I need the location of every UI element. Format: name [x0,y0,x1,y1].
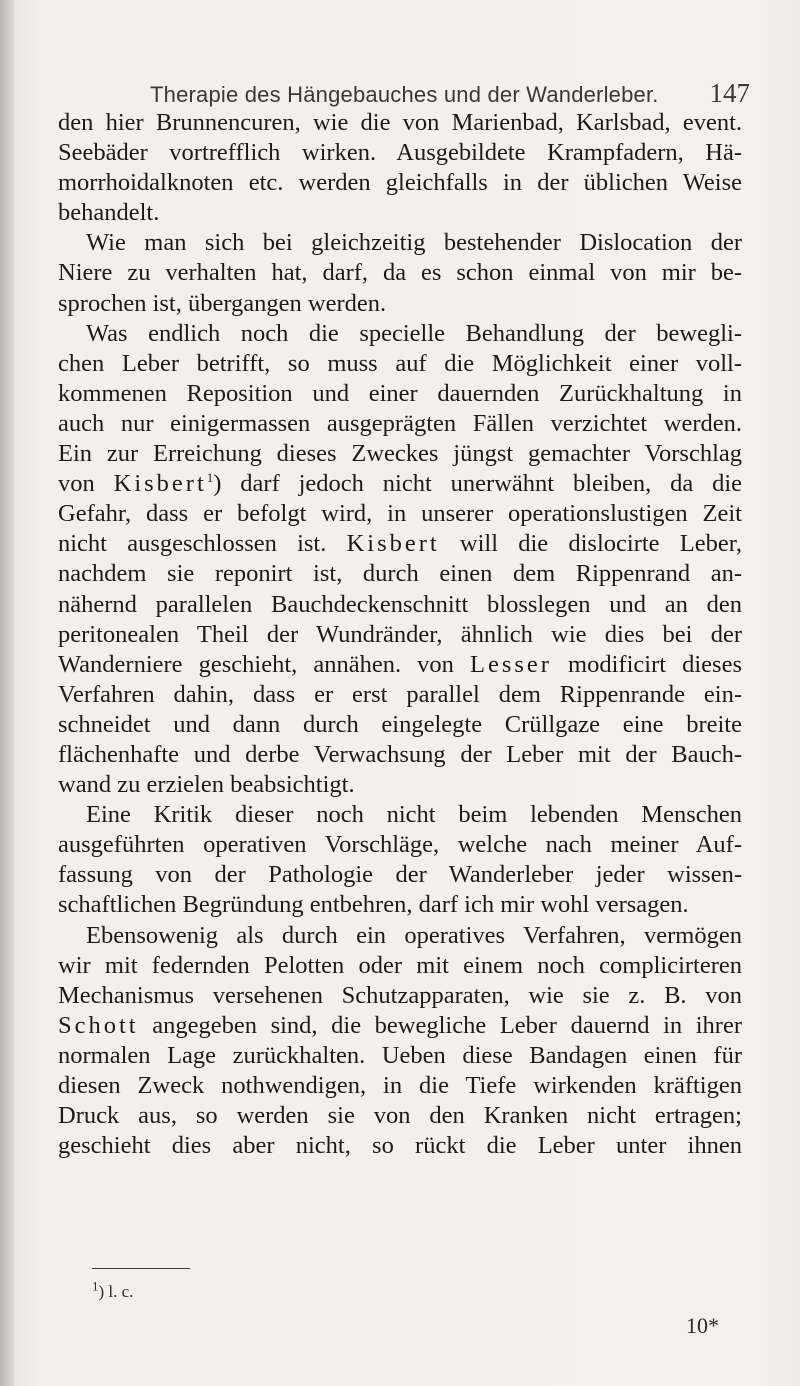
text-line: fassung von der Pathologie der Wanderleber jeder wissen- [58,861,742,889]
text-line: behandelt. [58,199,160,227]
binding-gutter [0,0,14,1386]
line-text: will die dislocirte Leber, [439,530,743,558]
text-line: Eine Kritik dieser noch nicht beim lebenden Menschen [86,801,742,829]
text-line: nachdem sie reponirt ist, durch einen dem Rippenrand an- [58,560,742,588]
text-line: ausgeführten operativen Vorschläge, welche nach meiner Auf- [58,831,742,859]
footnote-marker: 1 [92,1278,99,1294]
text-line: Verfahren dahin, dass er erst parallel dem Rippenrande ein- [58,680,742,708]
text-line [58,1011,742,1041]
text-line: Ebensowenig als durch ein operatives Verfahren, vermögen [86,921,742,949]
running-title: Therapie des Hängebauches und der Wanderleber. [150,82,659,107]
text-line: diesen Zweck nothwendigen, in die Tiefe wirkenden kräftigen [58,1072,742,1099]
line-text: angegeben sind, die bewegliche Leber dauernd in ihrer [138,1011,742,1039]
text-line: peritonealen Theil der Wundränder, ähnlich wie dies bei der [58,620,742,648]
line-text: von [58,470,114,498]
text-line [58,529,742,559]
text-line: sprochen ist, übergangen werden. [58,289,387,317]
text-line: chen Leber betrifft, so muss auf die Möglichkeit einer voll- [58,349,742,377]
text-line: Gefahr, dass er befolgt wird, in unserer operationslustigen Zeit [58,500,742,528]
line-text: nicht ausgeschlossen ist. [58,530,347,558]
spaced-name: Lesser [470,650,552,678]
page-header [150,78,750,112]
footnote-text: ) l. c. [98,1282,134,1301]
line-text: ) darf jedoch nicht unerwähnt bleiben, da die [213,470,743,498]
text-line: Seebäder vortrefflich wirken. Ausgebildete Krampfadern, Hä- [58,139,742,167]
text-line: geschieht dies aber nicht, so rückt die Leber unter ihnen [58,1132,742,1160]
text-line: normalen Lage zurückhalten. Ueben diese Bandagen einen für [58,1041,742,1069]
text-line [58,469,742,499]
spaced-name: Kisbert [113,470,207,498]
body-text [58,108,742,1161]
text-line: Ein zur Erreichung dieses Zweckes jüngst gemachter Vorschlag [58,440,742,468]
footnote [92,1278,134,1302]
line-text: modificirt dieses [551,650,742,678]
spaced-name: Kisbert [346,530,440,558]
text-line: Niere zu verhalten hat, darf, da es schon einmal von mir be- [58,259,742,287]
text-line: flächenhafte und derbe Verwachsung der Leber mit der Bauch- [58,740,742,768]
text-line: nähernd parallelen Bauchdeckenschnitt blosslegen und an den [58,590,742,618]
text-line: Mechanismus versehenen Schutzapparaten, wie sie z. B. von [58,981,742,1009]
text-line: Wie man sich bei gleichzeitig bestehender Dislocation der [86,229,742,257]
footnote-reference: 1 [206,469,214,485]
text-line: schneidet und dann durch eingelegte Crüllgaze eine breite [58,710,742,738]
text-line: kommenen Reposition und einer dauernden Zurückhaltung in [58,379,742,407]
text-line: wir mit federnden Pelotten oder mit einem noch complicirteren [58,951,742,979]
text-line [58,650,742,680]
text-line: schaftlichen Begründung entbehren, darf ich mir wohl versagen. [58,891,689,919]
line-text: Wanderniere geschieht, annähen. von [58,650,471,678]
text-line: Was endlich noch die specielle Behandlung der bewegli- [86,319,742,347]
text-line: morrhoidalknoten etc. werden gleichfalls in der üblichen Weise [58,169,742,197]
spaced-name: Schott [58,1011,139,1039]
text-line: Druck aus, so werden sie von den Kranken nicht ertragen; [58,1102,742,1130]
page-number: 147 [709,78,750,108]
text-line: den hier Brunnencuren, wie die von Marienbad, Karlsbad, event. [58,109,742,136]
signature-mark: 10* [686,1313,719,1338]
footnote-rule [92,1268,190,1269]
text-line: auch nur einigermassen ausgeprägten Fällen verzichtet werden. [58,409,742,437]
text-line: wand zu erzielen beabsichtigt. [58,771,355,799]
